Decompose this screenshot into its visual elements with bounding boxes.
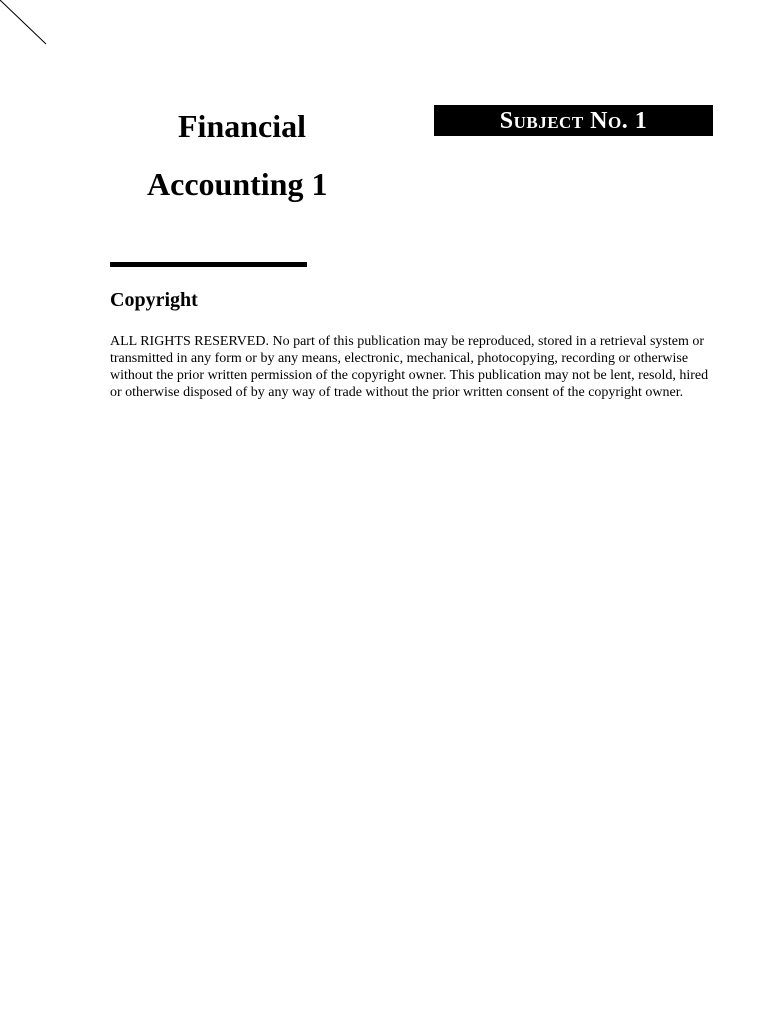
document-title-line-2: Accounting 1 — [147, 166, 328, 202]
corner-fold-line — [0, 0, 48, 46]
copyright-notice-text: ALL RIGHTS RESERVED. No part of this publication may be reproduced, stored in a retrieval system or transmitted in any form or by any means, electronic, mechanical, photocopying, recording or otherwise without the prior written permission of the copyright owner. This publication may not be lent, resold, hired or otherwise disposed of by any way of trade without the prior written consent of the copyright owner. — [110, 334, 709, 400]
subject-number-banner: Subject No. 1 — [434, 105, 713, 136]
copyright-heading: Copyright — [110, 289, 198, 311]
document-title-line-1: Financial — [178, 108, 307, 144]
section-divider-rule — [110, 262, 307, 267]
